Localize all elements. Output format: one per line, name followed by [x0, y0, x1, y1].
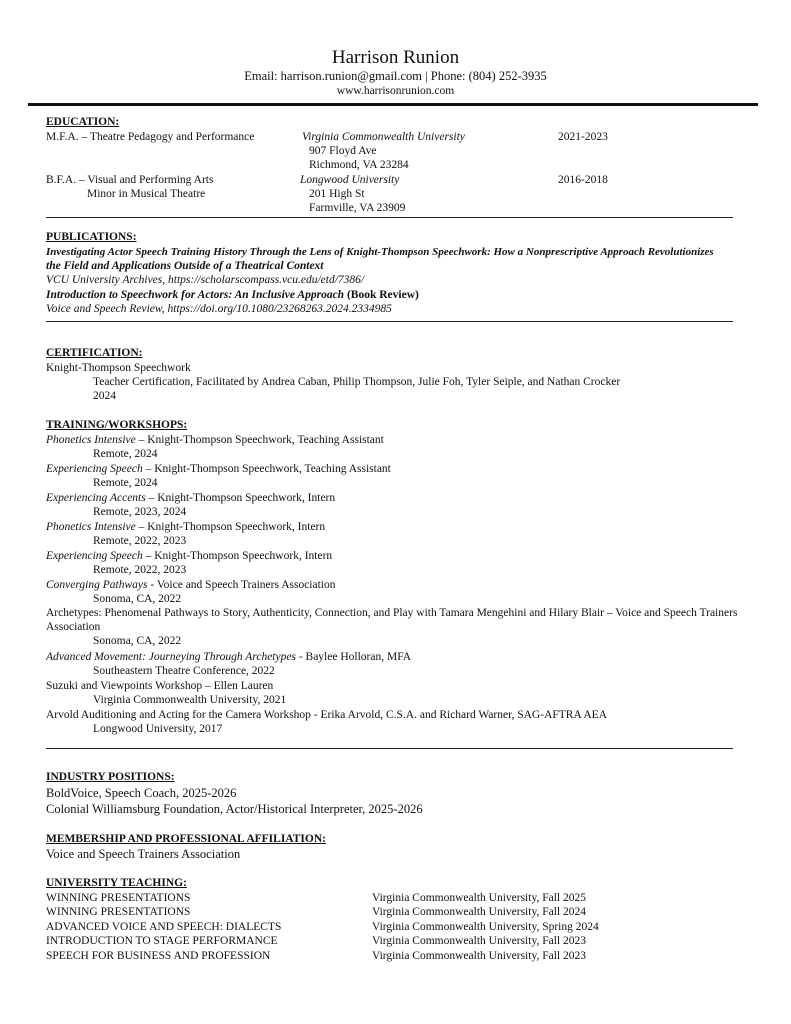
teaching-heading: UNIVERSITY TEACHING:	[46, 877, 187, 889]
training-detail: – Knight-Thompson Speechwork, Teaching Assistant	[142, 463, 391, 475]
training-detail: – Knight-Thompson Speechwork, Teaching Assistant	[135, 434, 384, 446]
training-title: Experiencing Accents	[46, 492, 146, 504]
training-detail: – Knight-Thompson Speechwork, Intern	[142, 550, 333, 562]
training-item: Suzuki and Viewpoints Workshop – Ellen Lauren	[46, 680, 274, 692]
training-item	[46, 462, 391, 476]
industry-item: Colonial Williamsburg Foundation, Actor/Historical Interpreter, 2025-2026	[46, 802, 423, 816]
publication-title: Introduction to Speechwork for Actors: An Inclusive Approach	[46, 289, 345, 301]
section-divider	[46, 748, 733, 749]
training-title: Phonetics Intensive	[46, 521, 136, 533]
training-item-continued: Association	[46, 621, 101, 633]
training-location: Sonoma, CA, 2022	[93, 593, 182, 605]
contact-line: Email: harrison.runion@gmail.com | Phone: (804) 252-3935	[244, 69, 547, 83]
training-title: Phonetics Intensive	[46, 434, 136, 446]
training-item: Archetypes: Phenomenal Pathways to Story, Authenticity, Connection, and Play with Tamara Mengehini and Hilary Blair – Voice and Speech Trainers	[46, 607, 738, 619]
education-school: Virginia Commonwealth University	[302, 131, 465, 143]
training-location: Southeastern Theatre Conference, 2022	[93, 665, 275, 677]
training-location: Remote, 2023, 2024	[93, 506, 187, 518]
membership-item: Voice and Speech Trainers Association	[46, 847, 241, 861]
education-address: Farmville, VA 23909	[309, 202, 406, 214]
section-divider	[46, 321, 733, 322]
publication-note: (Book Review)	[346, 289, 419, 301]
section-divider	[46, 217, 733, 218]
training-item	[46, 520, 325, 534]
resume-name: Harrison Runion	[331, 47, 460, 68]
training-title: Experiencing Speech	[46, 550, 143, 562]
training-location: Remote, 2022, 2023	[93, 564, 187, 576]
education-minor: Minor in Musical Theatre	[87, 188, 206, 200]
publications-heading: PUBLICATIONS:	[46, 231, 137, 243]
education-address: Richmond, VA 23284	[309, 159, 409, 171]
training-item	[46, 578, 336, 592]
header-divider	[28, 103, 758, 106]
education-years: 2016-2018	[558, 174, 608, 186]
teaching-course: SPEECH FOR BUSINESS AND PROFESSION	[46, 950, 271, 962]
education-degree: B.F.A. – Visual and Performing Arts	[46, 174, 214, 186]
education-address: 907 Floyd Ave	[309, 145, 377, 157]
training-item	[46, 650, 411, 664]
teaching-institution: Virginia Commonwealth University, Fall 2023	[372, 935, 586, 947]
website-line: www.harrisonrunion.com	[336, 85, 455, 97]
education-degree: M.F.A. – Theatre Pedagogy and Performance	[46, 131, 255, 143]
certification-org: Knight-Thompson Speechwork	[46, 362, 191, 374]
training-title: Converging Pathways	[46, 579, 148, 591]
publication-source: Voice and Speech Review, https://doi.org/10.1080/23268263.2024.2334985	[46, 303, 392, 315]
training-detail: – Knight-Thompson Speechwork, Intern	[145, 492, 336, 504]
education-heading: EDUCATION:	[46, 116, 120, 128]
training-heading: TRAINING/WORKSHOPS:	[46, 419, 188, 431]
education-address: 201 High St	[309, 188, 365, 200]
teaching-institution: Virginia Commonwealth University, Spring 2024	[372, 921, 599, 933]
training-location: Sonoma, CA, 2022	[93, 635, 182, 647]
industry-item: BoldVoice, Speech Coach, 2025-2026	[46, 786, 237, 800]
publication-entry	[46, 288, 419, 302]
training-title: Advanced Movement: Journeying Through Archetypes	[46, 651, 296, 663]
training-location: Remote, 2024	[93, 477, 158, 489]
teaching-institution: Virginia Commonwealth University, Fall 2023	[372, 950, 586, 962]
certification-year: 2024	[93, 390, 116, 402]
training-location: Virginia Commonwealth University, 2021	[93, 694, 287, 706]
teaching-institution: Virginia Commonwealth University, Fall 2024	[372, 906, 586, 918]
training-title: Experiencing Speech	[46, 463, 143, 475]
training-location: Remote, 2024	[93, 448, 158, 460]
publication-title: the Field and Applications Outside of a Theatrical Context	[46, 260, 324, 272]
teaching-institution: Virginia Commonwealth University, Fall 2025	[372, 892, 586, 904]
training-detail: – Knight-Thompson Speechwork, Intern	[135, 521, 326, 533]
publication-source: VCU University Archives, https://scholarscompass.vcu.edu/etd/7386/	[46, 274, 365, 286]
membership-heading: MEMBERSHIP AND PROFESSIONAL AFFILIATION:	[46, 833, 326, 845]
training-item	[46, 433, 384, 447]
training-location: Remote, 2022, 2023	[93, 535, 187, 547]
teaching-course: INTRODUCTION TO STAGE PERFORMANCE	[46, 935, 278, 947]
education-school: Longwood University	[300, 174, 400, 186]
training-item: Arvold Auditioning and Acting for the Camera Workshop - Erika Arvold, C.S.A. and Richard Warner, SAG-AFTRA AEA	[46, 709, 608, 721]
training-location: Longwood University, 2017	[93, 723, 223, 735]
teaching-course: WINNING PRESENTATIONS	[46, 892, 191, 904]
teaching-course: ADVANCED VOICE AND SPEECH: DIALECTS	[46, 921, 282, 933]
training-item	[46, 491, 335, 505]
education-years: 2021-2023	[558, 131, 608, 143]
training-item	[46, 549, 332, 563]
publication-title: Investigating Actor Speech Training History Through the Lens of Knight-Thompson Speechwork: How a Nonprescriptive Approach Revolutionizes	[46, 246, 714, 258]
industry-heading: INDUSTRY POSITIONS:	[46, 771, 175, 783]
teaching-course: WINNING PRESENTATIONS	[46, 906, 191, 918]
certification-heading: CERTIFICATION:	[46, 347, 143, 359]
training-detail: - Baylee Holloran, MFA	[295, 651, 412, 663]
certification-detail: Teacher Certification, Facilitated by Andrea Caban, Philip Thompson, Julie Foh, Tyler Seiple, and Nathan Crocker	[93, 376, 621, 388]
training-detail: - Voice and Speech Trainers Association	[147, 579, 336, 591]
